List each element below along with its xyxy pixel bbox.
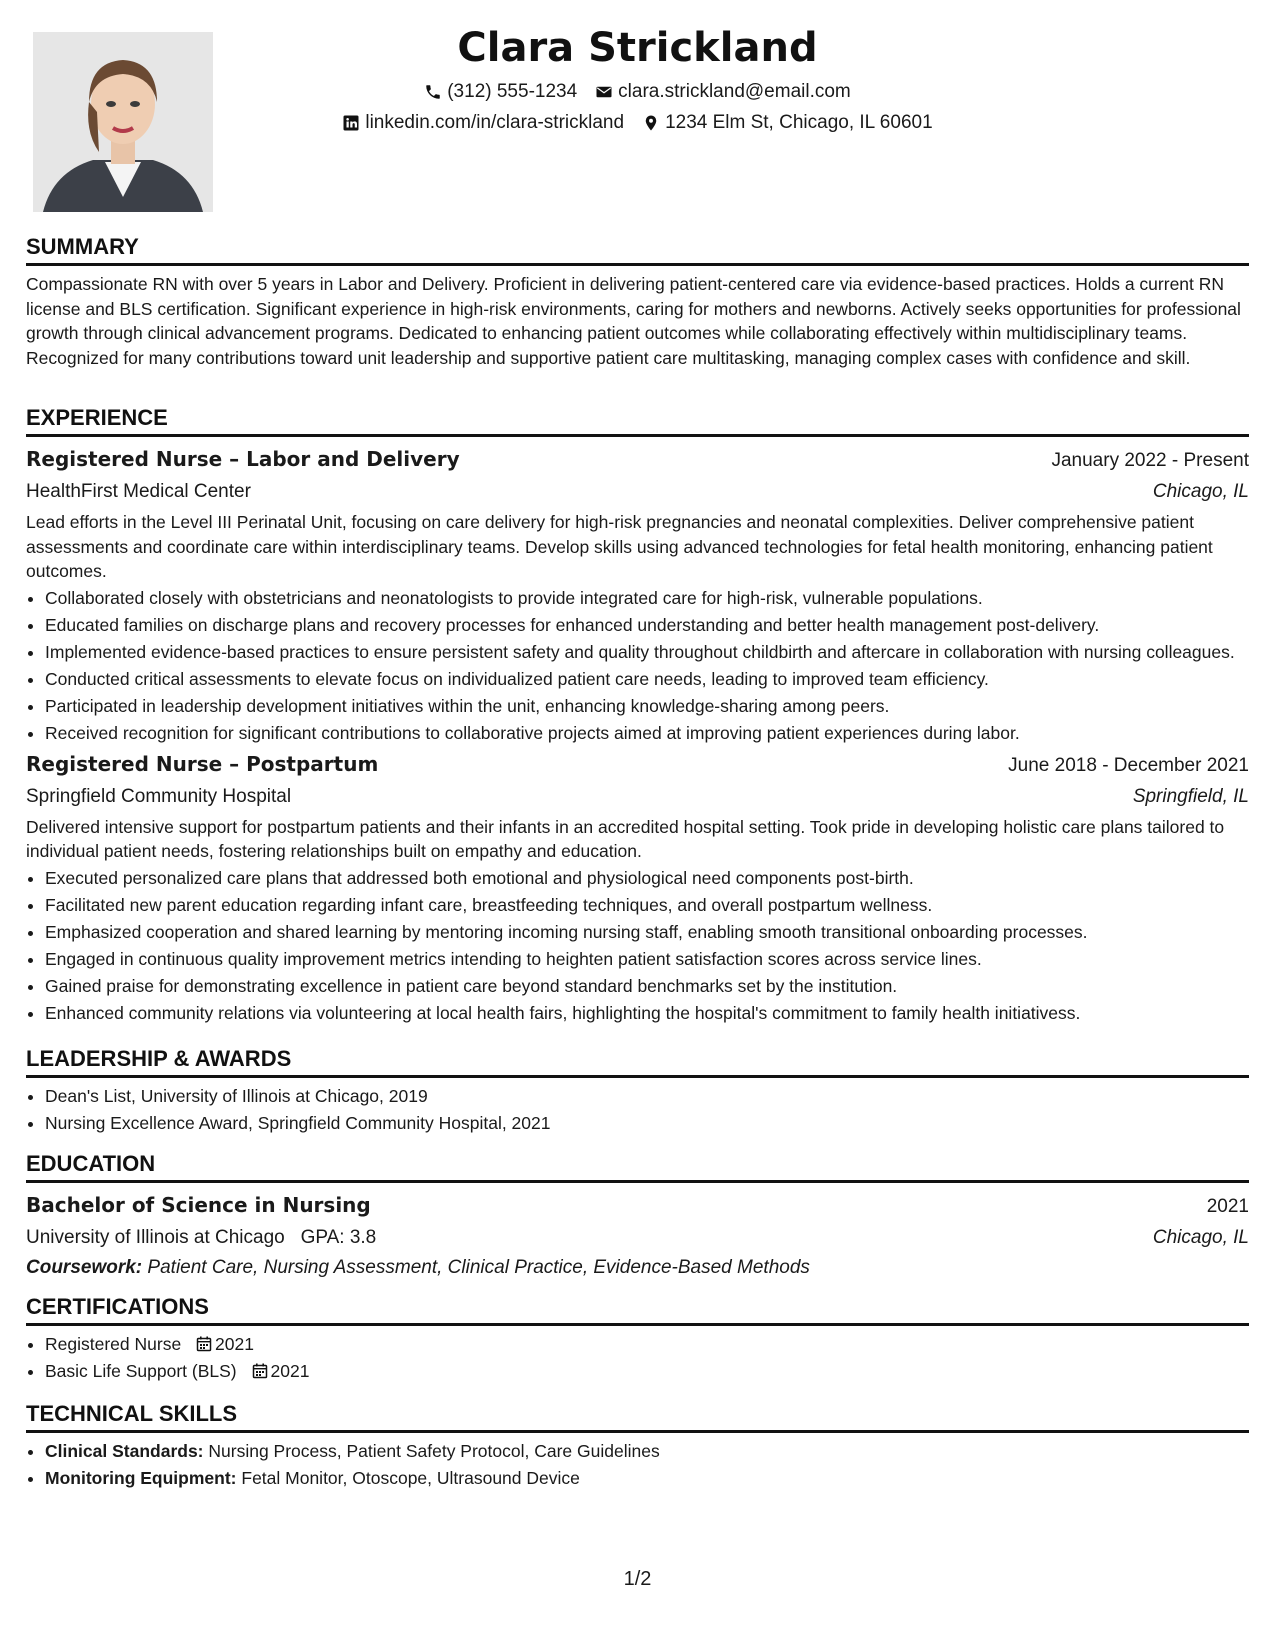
list-item: • Facilitated new parent education regarding infant care, breastfeeding techniques, and overall postpartum wellness. — [45, 893, 1249, 917]
skills-list — [26, 1439, 1249, 1490]
awards-heading: LEADERSHIP & AWARDS — [26, 1045, 1249, 1078]
list-item — [45, 1439, 1249, 1463]
job-subheader — [26, 477, 1249, 507]
school-location: Chicago, IL — [1152, 1227, 1249, 1248]
calendar-icon — [196, 1336, 212, 1352]
list-item — [45, 1466, 1249, 1490]
job-location: Chicago, IL — [1152, 481, 1249, 502]
job-entry — [26, 748, 1249, 1025]
job-title: Registered Nurse – Postpartum — [26, 751, 379, 776]
page-number: 1/2 — [623, 1568, 652, 1590]
job-description: Delivered intensive support for postpartum patients and their infants in an accredited hospital setting. Took pride in developing holistic care plans tailored to individual patient needs, fostering relationships built on empathy and education. — [26, 816, 1225, 861]
skills-section — [26, 1400, 1249, 1493]
job-title: Registered Nurse – Labor and Delivery — [26, 447, 460, 471]
job-header — [26, 748, 1249, 782]
email-contact[interactable] — [595, 76, 851, 107]
job-dates: June 2018 - December 2021 — [1008, 754, 1249, 776]
list-item: • Conducted critical assessments to elevate focus on individualized patient care needs, leading to improved team efficiency. — [45, 667, 1249, 691]
resume-page — [26, 0, 1249, 1650]
job-bullets — [26, 586, 1249, 745]
cert-name: Basic Life Support (BLS) — [45, 1361, 237, 1381]
coursework — [26, 1253, 1249, 1283]
education-heading: EDUCATION — [26, 1150, 1249, 1183]
job-organization: HealthFirst Medical Center — [26, 481, 251, 502]
phone-text: (312) 555-1234 — [447, 81, 578, 102]
list-item: • Executed personalized care plans that addressed both emotional and physiological need components post-birth. — [45, 866, 1249, 890]
list-item: • Received recognition for significant contributions to collaborative projects aimed at improving patient experiences during labor. — [45, 721, 1249, 745]
header — [26, 20, 1249, 138]
address-text: 1234 Elm St, Chicago, IL 60601 — [665, 112, 933, 133]
job-description: Lead efforts in the Level III Perinatal Unit, focusing on care delivery for high-risk pregnancies and neonatal complexities. Deliver comprehensive patient assessments and coordinate care within interdisciplinary teams. Develop skills using advanced technologies for fetal health monitoring, enhancing patient outcomes. — [26, 512, 1213, 581]
skill-category: Clinical Standards: — [45, 1441, 204, 1461]
job-dates: January 2022 - Present — [1051, 450, 1249, 471]
job-header — [26, 443, 1249, 477]
degree-title: Bachelor of Science in Nursing — [26, 1193, 371, 1217]
certifications-heading: CERTIFICATIONS — [26, 1293, 1249, 1326]
coursework-label: Coursework: — [26, 1257, 143, 1278]
degree-row — [26, 1189, 1249, 1223]
list-item: • Educated families on discharge plans and recovery processes for enhanced understanding and better health management post-delivery. — [45, 613, 1249, 637]
education-section — [26, 1150, 1249, 1283]
skills-heading: TECHNICAL SKILLS — [26, 1400, 1249, 1433]
experience-section — [26, 404, 1249, 1028]
certifications-section — [26, 1293, 1249, 1386]
envelope-icon — [595, 83, 613, 101]
cert-year: 2021 — [270, 1361, 310, 1381]
graduation-year: 2021 — [1206, 1196, 1249, 1217]
summary-section — [26, 233, 1249, 370]
linkedin-icon — [342, 114, 360, 132]
certifications-list — [26, 1332, 1249, 1383]
cert-name: Registered Nurse — [45, 1334, 182, 1354]
linkedin-contact[interactable] — [342, 107, 624, 138]
list-item: • Participated in leadership development initiatives within the unit, enhancing knowledge-sharing among peers. — [45, 694, 1249, 718]
experience-heading: EXPERIENCE — [26, 404, 1249, 437]
gpa: GPA: 3.8 — [300, 1227, 377, 1248]
address-contact — [642, 107, 933, 138]
school-row — [26, 1223, 1249, 1253]
email-text: clara.strickland@email.com — [618, 81, 851, 102]
list-item: • Nursing Excellence Award, Springfield Community Hospital, 2021 — [45, 1111, 1249, 1135]
candidate-name: Clara Strickland — [457, 25, 818, 71]
list-item — [45, 1332, 1249, 1356]
job-location: Springfield, IL — [1132, 785, 1249, 807]
phone-contact[interactable] — [424, 76, 577, 107]
job-bullets — [26, 866, 1249, 1025]
school-info — [26, 1223, 376, 1253]
list-item: • Enhanced community relations via volunteering at local health fairs, highlighting the hospital's commitment to family health initiativess. — [45, 1001, 1249, 1025]
map-pin-icon — [642, 114, 660, 132]
coursework-text: Patient Care, Nursing Assessment, Clinical Practice, Evidence-Based Methods — [147, 1257, 810, 1278]
job-subheader — [26, 782, 1249, 812]
list-item — [45, 1359, 1249, 1383]
skill-values: Fetal Monitor, Otoscope, Ultrasound Device — [241, 1468, 580, 1488]
school-name: University of Illinois at Chicago — [26, 1227, 285, 1248]
awards-section — [26, 1045, 1249, 1138]
contact-line-1 — [26, 76, 1249, 107]
list-item: • Dean's List, University of Illinois at Chicago, 2019 — [45, 1084, 1249, 1108]
contact-line-2 — [26, 107, 1249, 138]
list-item: • Gained praise for demonstrating excellence in patient care beyond standard benchmarks set by the institution. — [45, 974, 1249, 998]
list-item: • Implemented evidence-based practices to ensure persistent safety and quality throughout childbirth and aftercare in collaboration with nursing colleagues. — [45, 640, 1249, 664]
skill-values: Nursing Process, Patient Safety Protocol, Care Guidelines — [208, 1441, 660, 1461]
job-organization: Springfield Community Hospital — [26, 785, 292, 807]
cert-year: 2021 — [215, 1334, 254, 1354]
phone-icon — [424, 83, 442, 101]
linkedin-text: linkedin.com/in/clara-strickland — [365, 112, 625, 133]
calendar-icon — [252, 1363, 268, 1379]
list-item: • Collaborated closely with obstetricians and neonatologists to provide integrated care for high-risk, vulnerable populations. — [45, 586, 1249, 610]
list-item: • Engaged in continuous quality improvement metrics intending to heighten patient satisfaction scores across service lines. — [45, 947, 1249, 971]
summary-heading: SUMMARY — [26, 233, 1249, 266]
list-item: • Emphasized cooperation and shared learning by mentoring incoming nursing staff, enabling smooth transitional onboarding processes. — [45, 920, 1249, 944]
awards-list — [26, 1084, 1249, 1135]
job-entry — [26, 443, 1249, 745]
summary-text: Compassionate RN with over 5 years in Labor and Delivery. Proficient in delivering patient-centered care via evidence-based practices. Holds a current RN license and BLS certification. Significant experience in high-risk environments, caring for mothers and newborns. Actively seeks opportunities for professional growth through clinical advancement programs. Dedicated to enhancing patient outcomes while collaborating effectively within multidisciplinary teams. Recognized for many contributions toward unit leadership and supportive patient care multitasking, managing complex cases with confidence and skill. — [26, 274, 1241, 368]
skill-category: Monitoring Equipment: — [45, 1468, 237, 1488]
